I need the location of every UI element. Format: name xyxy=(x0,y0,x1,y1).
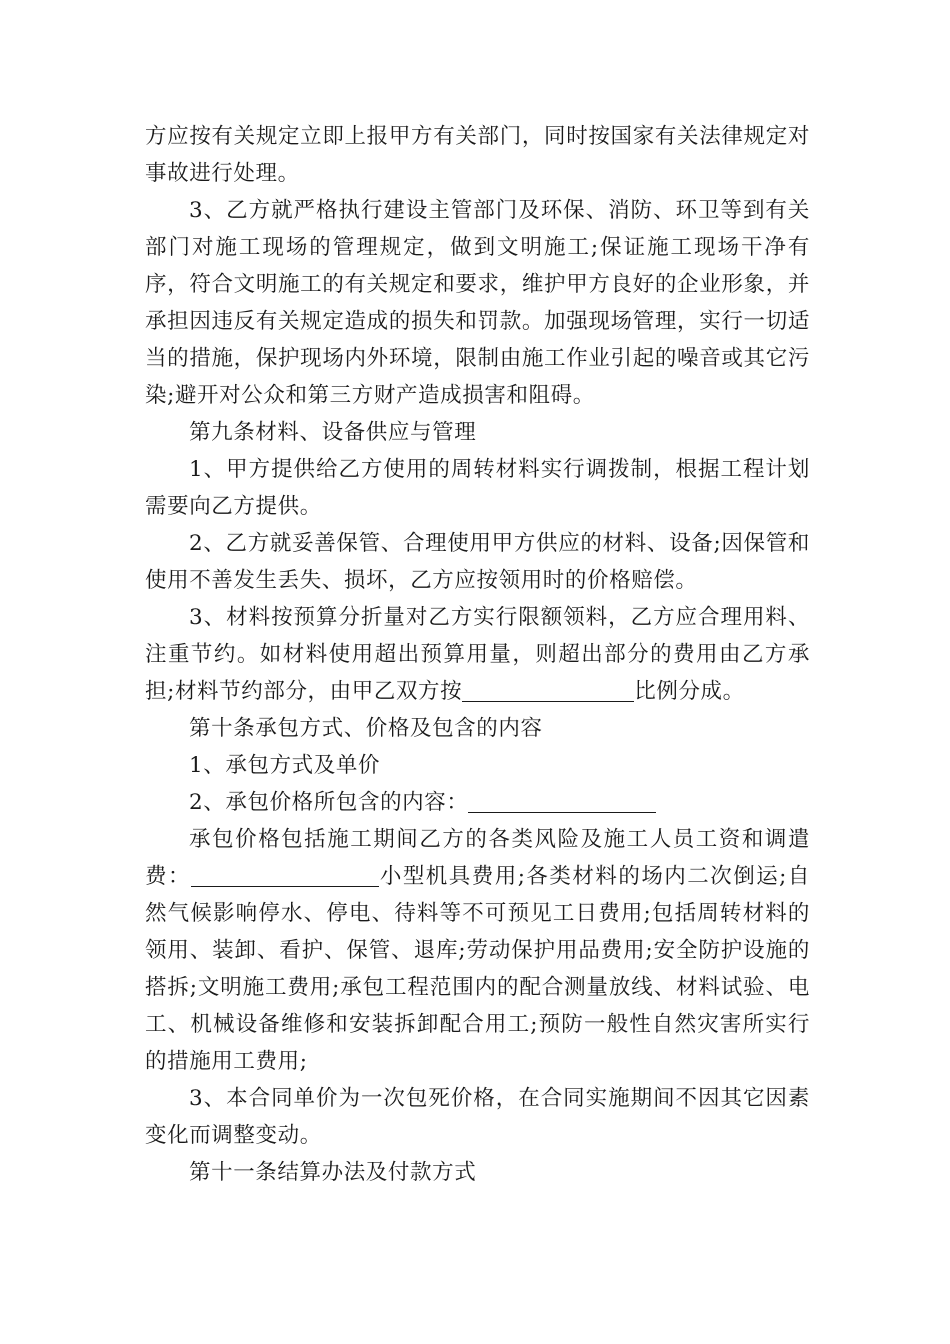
ratio-blank-field[interactable] xyxy=(462,679,634,702)
paragraph-accident-handling: 方应按有关规定立即上报甲方有关部门，同时按国家有关法律规定对事故进行处理。 xyxy=(145,124,810,186)
dispatch-fee-blank-field[interactable] xyxy=(191,864,379,887)
paragraph-material-quota-text: 3、材料按预算分折量对乙方实行限额领料，乙方应合理用料、注重节约。如材料使用超出预算用量，则超出部分的费用由乙方承担;材料节约部分，由甲乙双方按 xyxy=(145,605,810,704)
heading-article-9: 第九条材料、设备供应与管理 xyxy=(189,420,477,445)
paragraph-price-contents xyxy=(145,784,810,821)
paragraph-price-inclusions-text: 承包价格包括施工期间乙方的各类风险及施工人员工资和调遣费： xyxy=(145,827,810,889)
paragraph-price-inclusions-tail: 小型机具费用;各类材料的场内二次倒运;自然气候影响停水、停电、待料等不可预见工日费用;包括周转材料的领用、装卸、看护、保管、退库;劳动保护用品费用;安全防护设施的搭拆;文明施工费用;承包工程范围内的配合测量放线、材料试验、电工、机械设备维修和安装拆卸配合用工;预防一般性自然灾害所实行的措施用工费用; xyxy=(145,864,811,1074)
paragraph-material-custody: 2、乙方就妥善保管、合理使用甲方供应的材料、设备;因保管和使用不善发生丢失、损坏，乙方应按领用时的价格赔偿。 xyxy=(145,531,810,593)
heading-article-10: 第十条承包方式、价格及包含的内容 xyxy=(189,716,543,741)
paragraph-contract-method: 1、承包方式及单价 xyxy=(189,753,381,778)
heading-article-11: 第十一条结算办法及付款方式 xyxy=(189,1160,477,1185)
paragraph-site-management: 3、乙方就严格执行建设主管部门及环保、消防、环卫等到有关部门对施工现场的管理规定，做到文明施工;保证施工现场干净有序，符合文明施工的有关规定和要求，维护甲方良好的企业形象，并承担因违反有关规定造成的损失和罚款。加强现场管理，实行一切适当的措施，保护现场内外环境，限制由施工作业引起的噪音或其它污染;避开对公众和第三方财产造成损害和阻碍。 xyxy=(145,198,810,408)
paragraph-price-inclusions xyxy=(145,821,810,1080)
paragraph-revolving-materials: 1、甲方提供给乙方使用的周转材料实行调拨制，根据工程计划需要向乙方提供。 xyxy=(145,457,810,519)
paragraph-material-quota xyxy=(145,599,810,710)
document-body xyxy=(145,118,810,1191)
paragraph-material-quota-tail: 比例分成。 xyxy=(634,679,745,704)
price-contents-blank-field[interactable] xyxy=(468,790,656,813)
paragraph-fixed-price: 3、本合同单价为一次包死价格，在合同实施期间不因其它因素变化而调整变动。 xyxy=(145,1086,810,1148)
paragraph-price-contents-text: 2、承包价格所包含的内容： xyxy=(189,790,469,815)
